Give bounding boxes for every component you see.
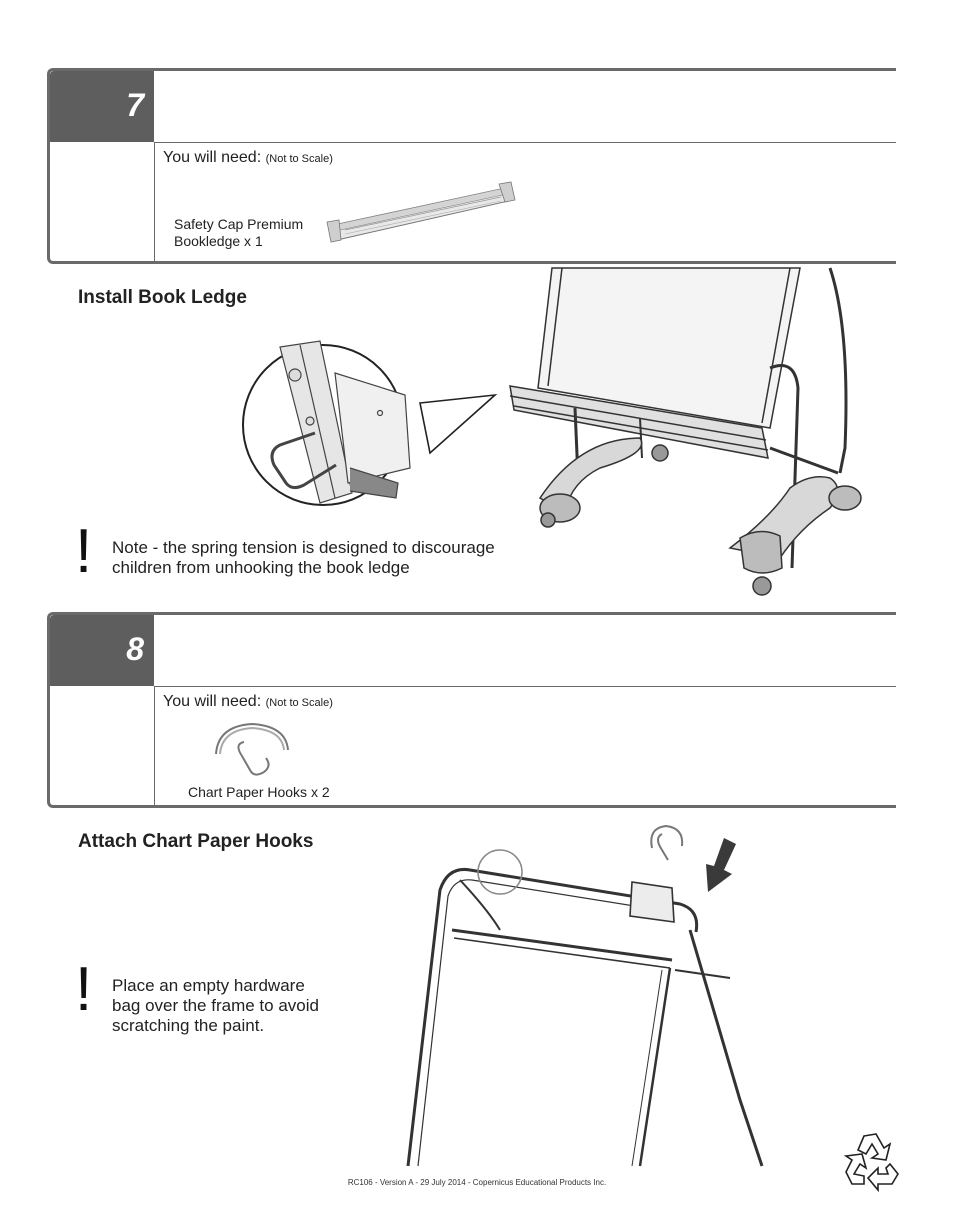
step-8-number: 8 bbox=[50, 615, 154, 686]
step-7-header-line bbox=[154, 142, 896, 143]
hardware-bag-note bbox=[112, 976, 319, 1036]
chart-paper-hooks-label: Chart Paper Hooks x 2 bbox=[188, 784, 330, 800]
install-book-ledge-title: Install Book Ledge bbox=[78, 287, 247, 308]
bookledge-part-illustration bbox=[325, 178, 515, 248]
step-8-box bbox=[47, 612, 896, 808]
step-7-divider bbox=[154, 142, 155, 261]
bookledge-label-line2: Bookledge x 1 bbox=[174, 233, 263, 249]
chart-paper-hook-illustration bbox=[208, 720, 292, 784]
not-to-scale-text: (Not to Scale) bbox=[265, 697, 333, 709]
you-will-need-text: You will need: bbox=[163, 149, 262, 166]
you-will-need-text: You will need: bbox=[163, 693, 262, 710]
note-line-2: children from unhooking the book ledge bbox=[112, 558, 410, 577]
note-line-2: bag over the frame to avoid bbox=[112, 996, 319, 1015]
footer-version: RC106 - Version A - 29 July 2014 - Copernicus Educational Products Inc. bbox=[347, 1178, 607, 1187]
note-exclamation-mark: ! bbox=[75, 517, 93, 586]
step-8-header-line bbox=[154, 686, 896, 687]
book-ledge-detail-illustration bbox=[240, 333, 500, 518]
step-8-you-will-need bbox=[163, 693, 333, 711]
attach-chart-paper-hooks-title: Attach Chart Paper Hooks bbox=[78, 831, 314, 852]
bookledge-label-line1: Safety Cap Premium bbox=[174, 216, 304, 232]
easel-with-book-ledge-illustration bbox=[500, 268, 872, 603]
bookledge-part-label bbox=[174, 216, 303, 250]
note-exclamation-mark: ! bbox=[75, 955, 93, 1024]
note-line-1: Place an empty hardware bbox=[112, 976, 305, 995]
note-line-1: Note - the spring tension is designed to discourage bbox=[112, 538, 495, 557]
step-7-you-will-need bbox=[163, 149, 333, 167]
book-ledge-note bbox=[112, 538, 495, 578]
note-line-3: scratching the paint. bbox=[112, 1016, 265, 1035]
step-7-number: 7 bbox=[50, 71, 154, 142]
step-8-divider bbox=[154, 686, 155, 805]
not-to-scale-text: (Not to Scale) bbox=[265, 153, 333, 165]
down-arrow-icon bbox=[702, 836, 742, 894]
